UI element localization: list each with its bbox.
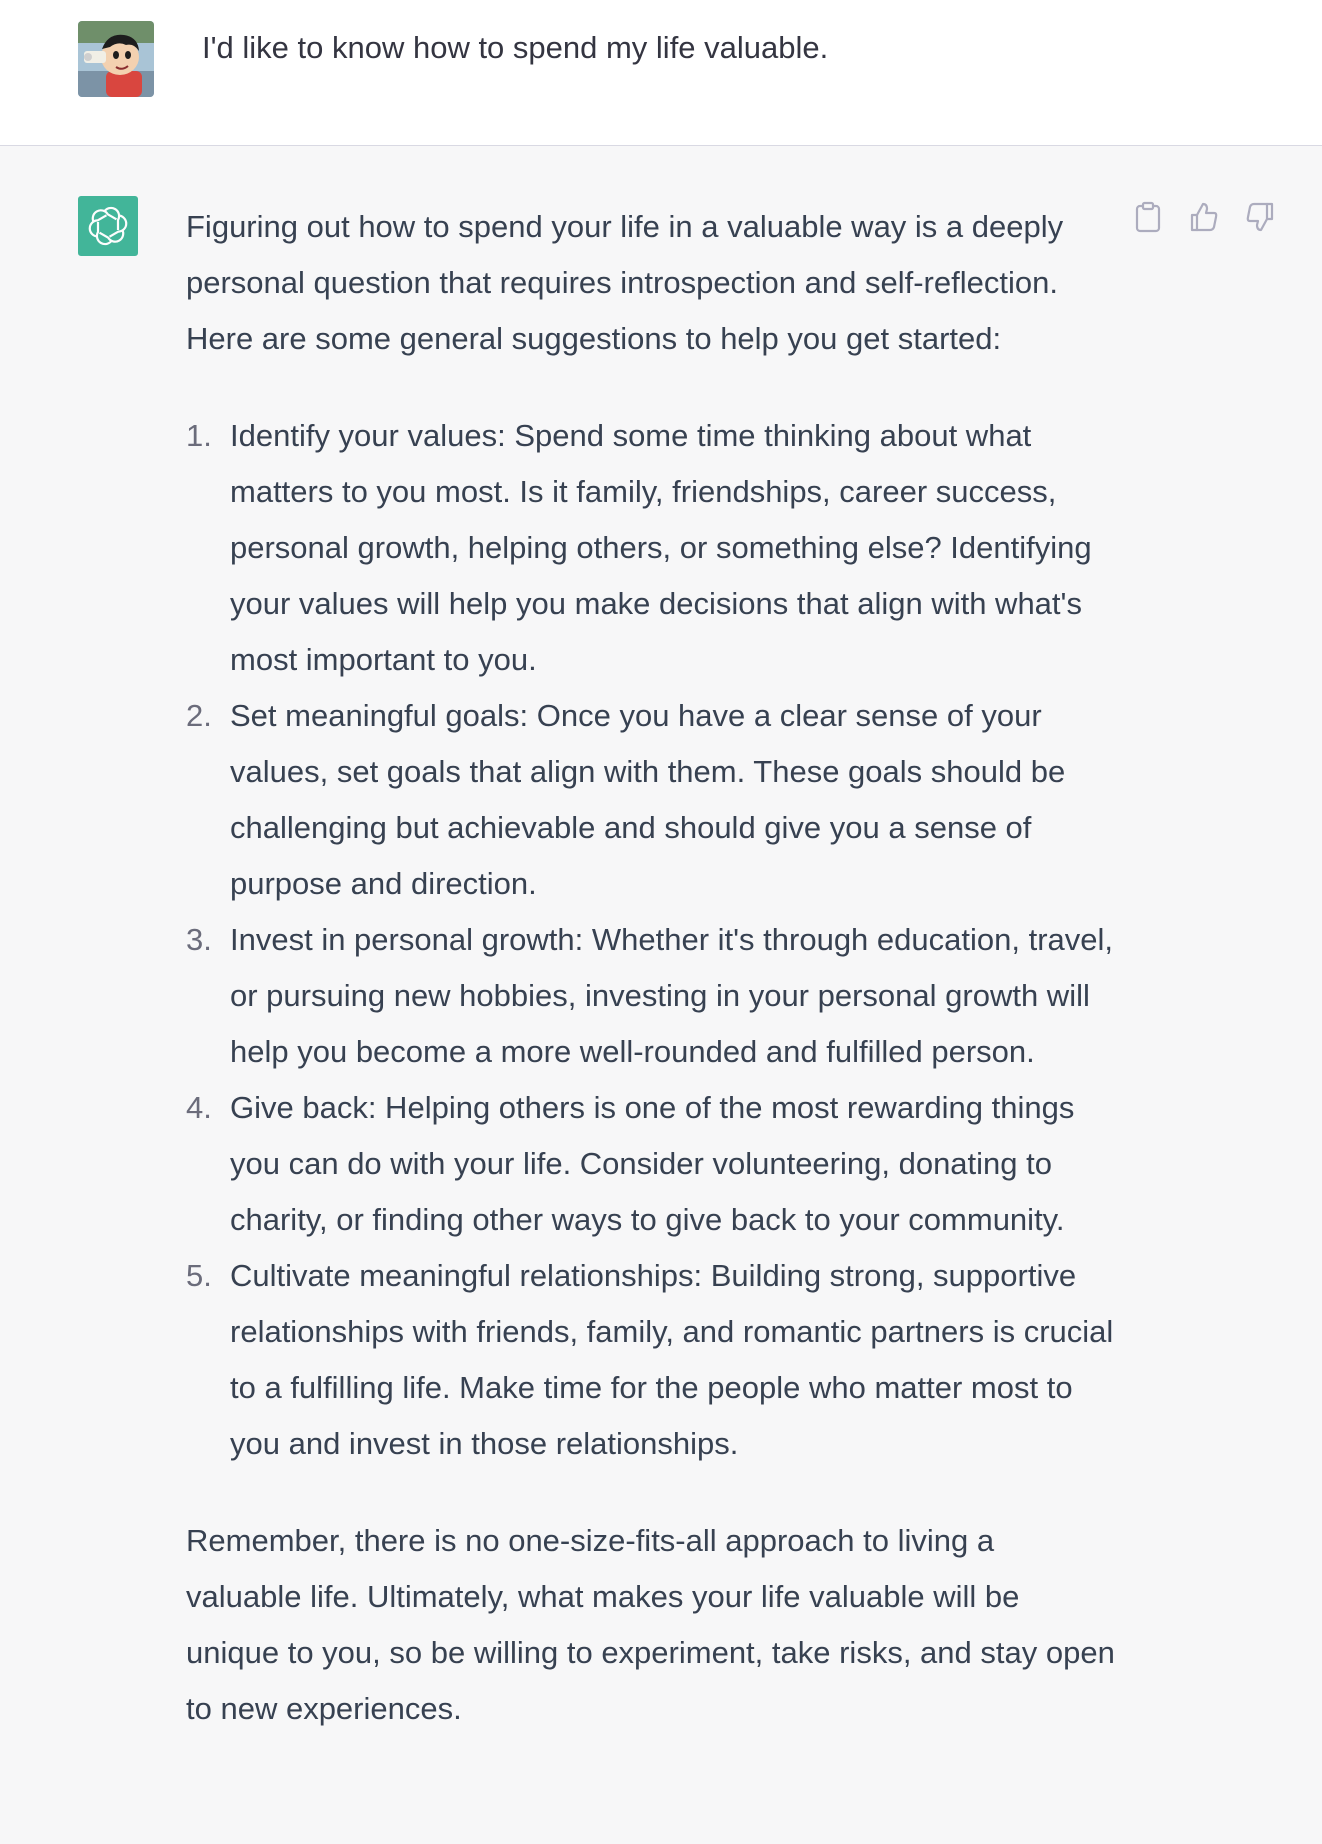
user-avatar-image xyxy=(78,21,154,97)
list-item xyxy=(186,408,1116,688)
list-number: 5. xyxy=(186,1258,212,1293)
list-number: 1. xyxy=(186,418,212,453)
list-item xyxy=(186,912,1116,1080)
user-message-text: I'd like to know how to spend my life valuable. xyxy=(202,30,829,65)
list-item xyxy=(186,688,1116,912)
list-number: 2. xyxy=(186,698,212,733)
list-item-text: Set meaningful goals: Once you have a clear sense of your values, set goals that align with them. These goals should be challenging but achievable and should give you a sense of purpose and direction. xyxy=(230,698,1066,901)
user-avatar xyxy=(78,21,154,97)
list-item-text: Cultivate meaningful relationships: Building strong, supportive relationships with friends, family, and romantic partners is crucial to a fulfilling life. Make time for the people who matter most to you and invest in those relationships. xyxy=(230,1258,1114,1461)
openai-logo-icon xyxy=(78,196,138,256)
list-item-text: Invest in personal growth: Whether it's through education, travel, or pursuing new hobbies, investing in your personal growth will help you become a more well-rounded and fulfilled person. xyxy=(230,922,1114,1069)
suggestion-list xyxy=(186,408,1116,1472)
list-item xyxy=(186,1080,1116,1248)
dislike-button[interactable] xyxy=(1242,199,1278,235)
thumbs-down-icon xyxy=(1244,201,1276,233)
list-number: 4. xyxy=(186,1090,212,1125)
copy-button[interactable] xyxy=(1130,199,1166,235)
assistant-message-row xyxy=(0,147,1322,1844)
assistant-message-content xyxy=(186,199,1116,1737)
answer-conclusion: Remember, there is no one-size-fits-all approach to living a valuable life. Ultimately, what makes your life valuable will be unique to you, so be willing to experiment, take risks, and stay open to new experiences. xyxy=(186,1523,1115,1726)
like-button[interactable] xyxy=(1186,199,1222,235)
message-actions xyxy=(1130,199,1278,235)
clipboard-icon xyxy=(1134,201,1162,233)
user-message-row xyxy=(0,0,1322,146)
answer-intro: Figuring out how to spend your life in a valuable way is a deeply personal question that requires introspection and self-reflection. Here are some general suggestions to help you get started: xyxy=(186,209,1064,356)
thumbs-up-icon xyxy=(1188,201,1220,233)
list-item-text: Give back: Helping others is one of the most rewarding things you can do with your life. Consider volunteering, donating to charity, or finding other ways to give back to your community. xyxy=(230,1090,1075,1237)
list-number: 3. xyxy=(186,922,212,957)
list-item-text: Identify your values: Spend some time thinking about what matters to you most. Is it family, friendships, career success, personal growth, helping others, or something else? Identifying your values will help you make decisions that align with what's most important to you. xyxy=(230,418,1092,677)
list-item xyxy=(186,1248,1116,1472)
